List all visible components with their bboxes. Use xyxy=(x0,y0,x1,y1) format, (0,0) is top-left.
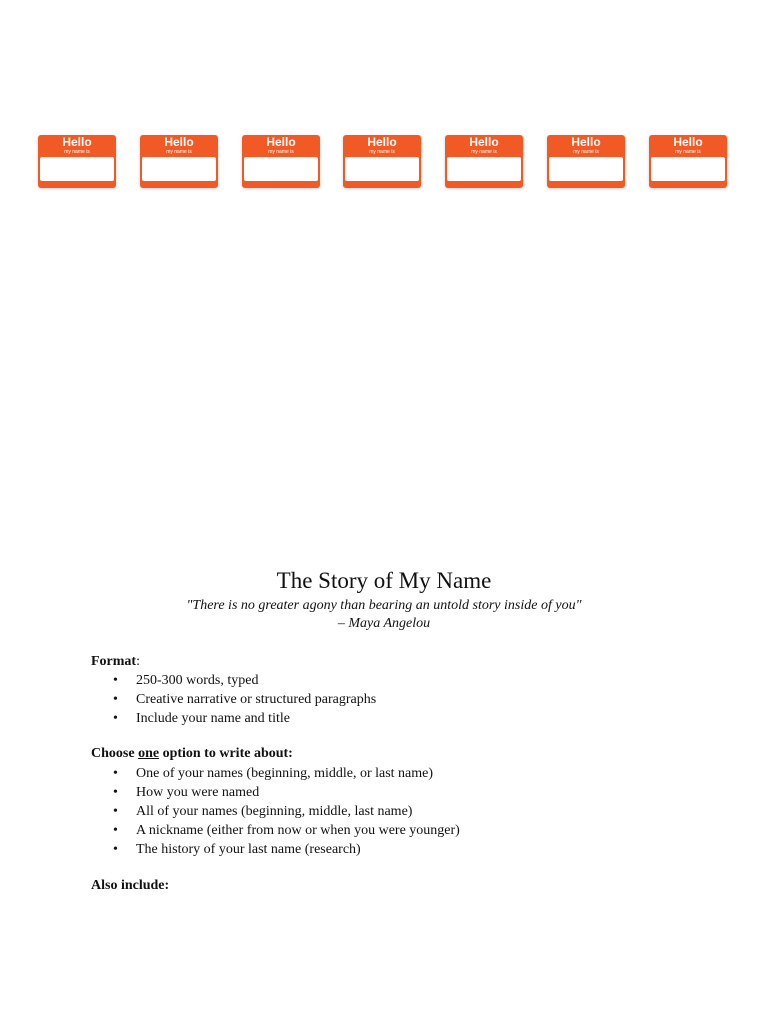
quote-text: "There is no greater agony than bearing an untold story inside of you" xyxy=(186,598,582,613)
bullet-icon: • xyxy=(113,804,118,819)
name-tag-sticker xyxy=(547,135,625,188)
name-tag-strip xyxy=(30,130,738,194)
choose-list xyxy=(91,764,460,859)
list-item-text: Creative narrative or structured paragraphs xyxy=(136,692,377,707)
my-name-is-label: my name is xyxy=(675,149,701,155)
bullet-icon: • xyxy=(113,766,118,781)
list-item xyxy=(91,821,460,840)
choose-heading xyxy=(91,745,293,763)
name-blank-area xyxy=(244,157,318,181)
list-item xyxy=(91,840,460,859)
list-item-text: 250-300 words, typed xyxy=(136,673,259,688)
bullet-icon: • xyxy=(113,823,118,838)
bullet-icon: • xyxy=(113,785,118,800)
name-blank-area xyxy=(40,157,114,181)
list-item-text: How you were named xyxy=(136,785,260,800)
name-blank-area xyxy=(549,157,623,181)
name-tag-sticker xyxy=(38,135,116,188)
choose-prefix: Choose xyxy=(91,746,139,761)
my-name-is-label: my name is xyxy=(471,149,497,155)
bullet-icon: • xyxy=(113,692,118,707)
list-item-text: The history of your last name (research) xyxy=(136,842,361,857)
my-name-is-label: my name is xyxy=(573,149,599,155)
list-item xyxy=(91,802,460,821)
my-name-is-label: my name is xyxy=(64,149,90,155)
hello-label: Hello xyxy=(673,135,703,149)
hello-label: Hello xyxy=(367,135,397,149)
hello-label: Hello xyxy=(164,135,194,149)
hello-label: Hello xyxy=(571,135,601,149)
name-tag-sticker xyxy=(649,135,727,188)
list-item xyxy=(91,764,460,783)
name-tag-sticker xyxy=(445,135,523,188)
bullet-icon: • xyxy=(113,673,118,688)
my-name-is-label: my name is xyxy=(166,149,192,155)
quote-attribution: – Maya Angelou xyxy=(337,616,431,631)
list-item xyxy=(91,783,460,802)
list-item-text: Include your name and title xyxy=(136,711,290,726)
hello-label: Hello xyxy=(469,135,499,149)
list-item-text: All of your names (beginning, middle, last name) xyxy=(136,804,413,819)
list-item xyxy=(91,709,376,728)
name-tag-sticker xyxy=(343,135,421,188)
list-item xyxy=(91,690,376,709)
bullet-icon: • xyxy=(113,842,118,857)
format-heading xyxy=(91,653,140,671)
name-blank-area xyxy=(447,157,521,181)
also-include-label: Also include: xyxy=(91,878,170,893)
choose-emphasis: one xyxy=(138,746,160,761)
format-label: Format xyxy=(91,654,137,669)
name-blank-area xyxy=(651,157,725,181)
choose-suffix: option to write about: xyxy=(159,746,293,761)
name-tag-sticker xyxy=(242,135,320,188)
document-title: The Story of My Name xyxy=(276,568,492,593)
format-colon: : xyxy=(136,654,140,669)
hello-label: Hello xyxy=(266,135,296,149)
hello-label: Hello xyxy=(62,135,92,149)
name-blank-area xyxy=(142,157,216,181)
also-include-heading xyxy=(91,877,169,895)
format-list xyxy=(91,671,376,728)
list-item-text: One of your names (beginning, middle, or last name) xyxy=(136,766,434,781)
my-name-is-label: my name is xyxy=(369,149,395,155)
name-blank-area xyxy=(345,157,419,181)
my-name-is-label: my name is xyxy=(268,149,294,155)
list-item xyxy=(91,671,376,690)
bullet-icon: • xyxy=(113,711,118,726)
list-item-text: A nickname (either from now or when you were younger) xyxy=(136,823,460,838)
name-tag-sticker xyxy=(140,135,218,188)
